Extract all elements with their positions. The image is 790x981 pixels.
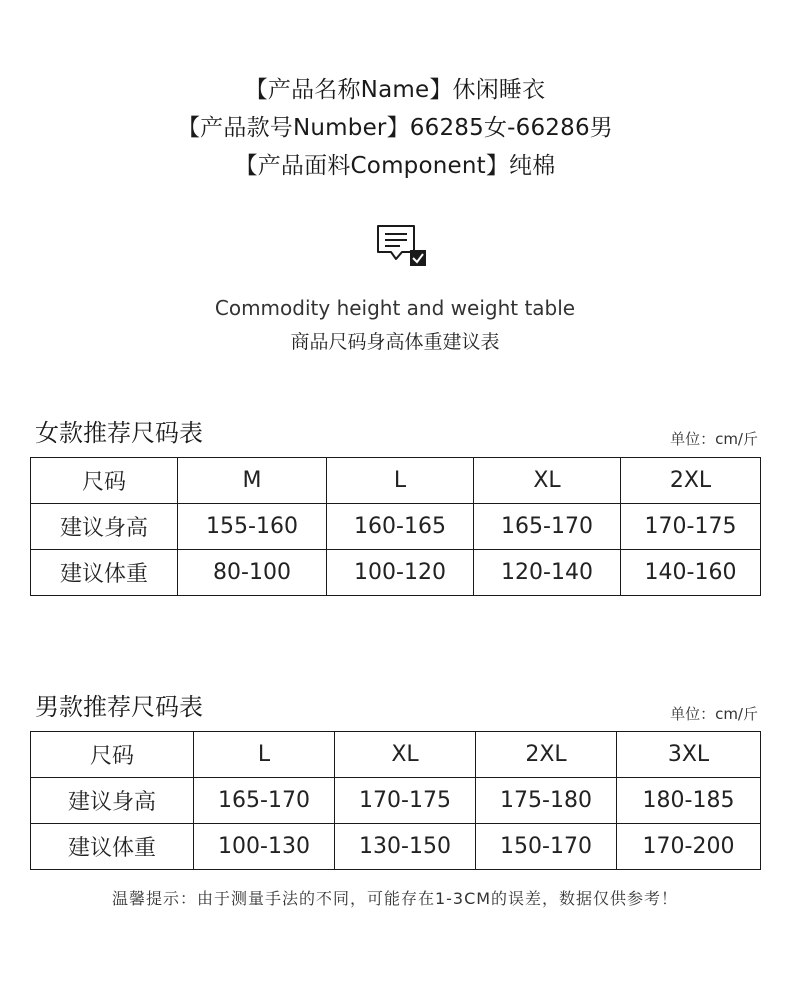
table-cell: 3XL — [617, 732, 761, 778]
table-header-row — [31, 458, 761, 504]
table-row — [31, 778, 761, 824]
women-table-title: 女款推荐尺码表 — [35, 419, 203, 447]
table-cell: 130-150 — [335, 824, 476, 870]
table-cell: 120-140 — [474, 550, 621, 596]
table-cell: 170-200 — [617, 824, 761, 870]
table-cell: 建议体重 — [31, 824, 194, 870]
table-cell: 165-170 — [194, 778, 335, 824]
caption-english: Commodity height and weight table — [214, 296, 576, 320]
table-cell: 2XL — [476, 732, 617, 778]
table-cell: XL — [335, 732, 476, 778]
table-cell: 尺码 — [31, 458, 178, 504]
table-cell: 建议身高 — [31, 778, 194, 824]
measurement-note: 温馨提示：由于测量手法的不同，可能存在1-3CM的误差，数据仅供参考！ — [111, 889, 679, 908]
men-table-title: 男款推荐尺码表 — [35, 693, 203, 721]
product-name-line: 【产品名称Name】休闲睡衣 — [244, 77, 546, 103]
table-row — [31, 504, 761, 550]
table-header-row — [31, 732, 761, 778]
table-cell: 2XL — [621, 458, 761, 504]
caption-chinese: 商品尺码身高体重建议表 — [290, 331, 500, 353]
table-cell: 80-100 — [178, 550, 327, 596]
table-cell: 尺码 — [31, 732, 194, 778]
table-cell: XL — [474, 458, 621, 504]
product-number-line: 【产品款号Number】66285女-66286男 — [176, 115, 614, 141]
table-cell: L — [327, 458, 474, 504]
men-unit-label: 单位：cm/斤 — [670, 705, 758, 723]
table-cell: 150-170 — [476, 824, 617, 870]
table-cell: 170-175 — [621, 504, 761, 550]
table-cell: 100-130 — [194, 824, 335, 870]
table-cell: 建议身高 — [31, 504, 178, 550]
product-component-line: 【产品面料Component】纯棉 — [234, 153, 556, 179]
table-cell: 175-180 — [476, 778, 617, 824]
women-size-table — [30, 457, 761, 596]
table-cell: L — [194, 732, 335, 778]
table-row — [31, 824, 761, 870]
table-cell: 165-170 — [474, 504, 621, 550]
table-cell: M — [178, 458, 327, 504]
table-cell: 100-120 — [327, 550, 474, 596]
table-cell: 160-165 — [327, 504, 474, 550]
table-cell: 155-160 — [178, 504, 327, 550]
table-cell: 建议体重 — [31, 550, 178, 596]
table-cell: 180-185 — [617, 778, 761, 824]
men-size-table — [30, 731, 761, 870]
table-cell: 170-175 — [335, 778, 476, 824]
women-unit-label: 单位：cm/斤 — [670, 430, 758, 448]
table-cell: 140-160 — [621, 550, 761, 596]
table-row — [31, 550, 761, 596]
comment-check-icon — [376, 224, 428, 268]
